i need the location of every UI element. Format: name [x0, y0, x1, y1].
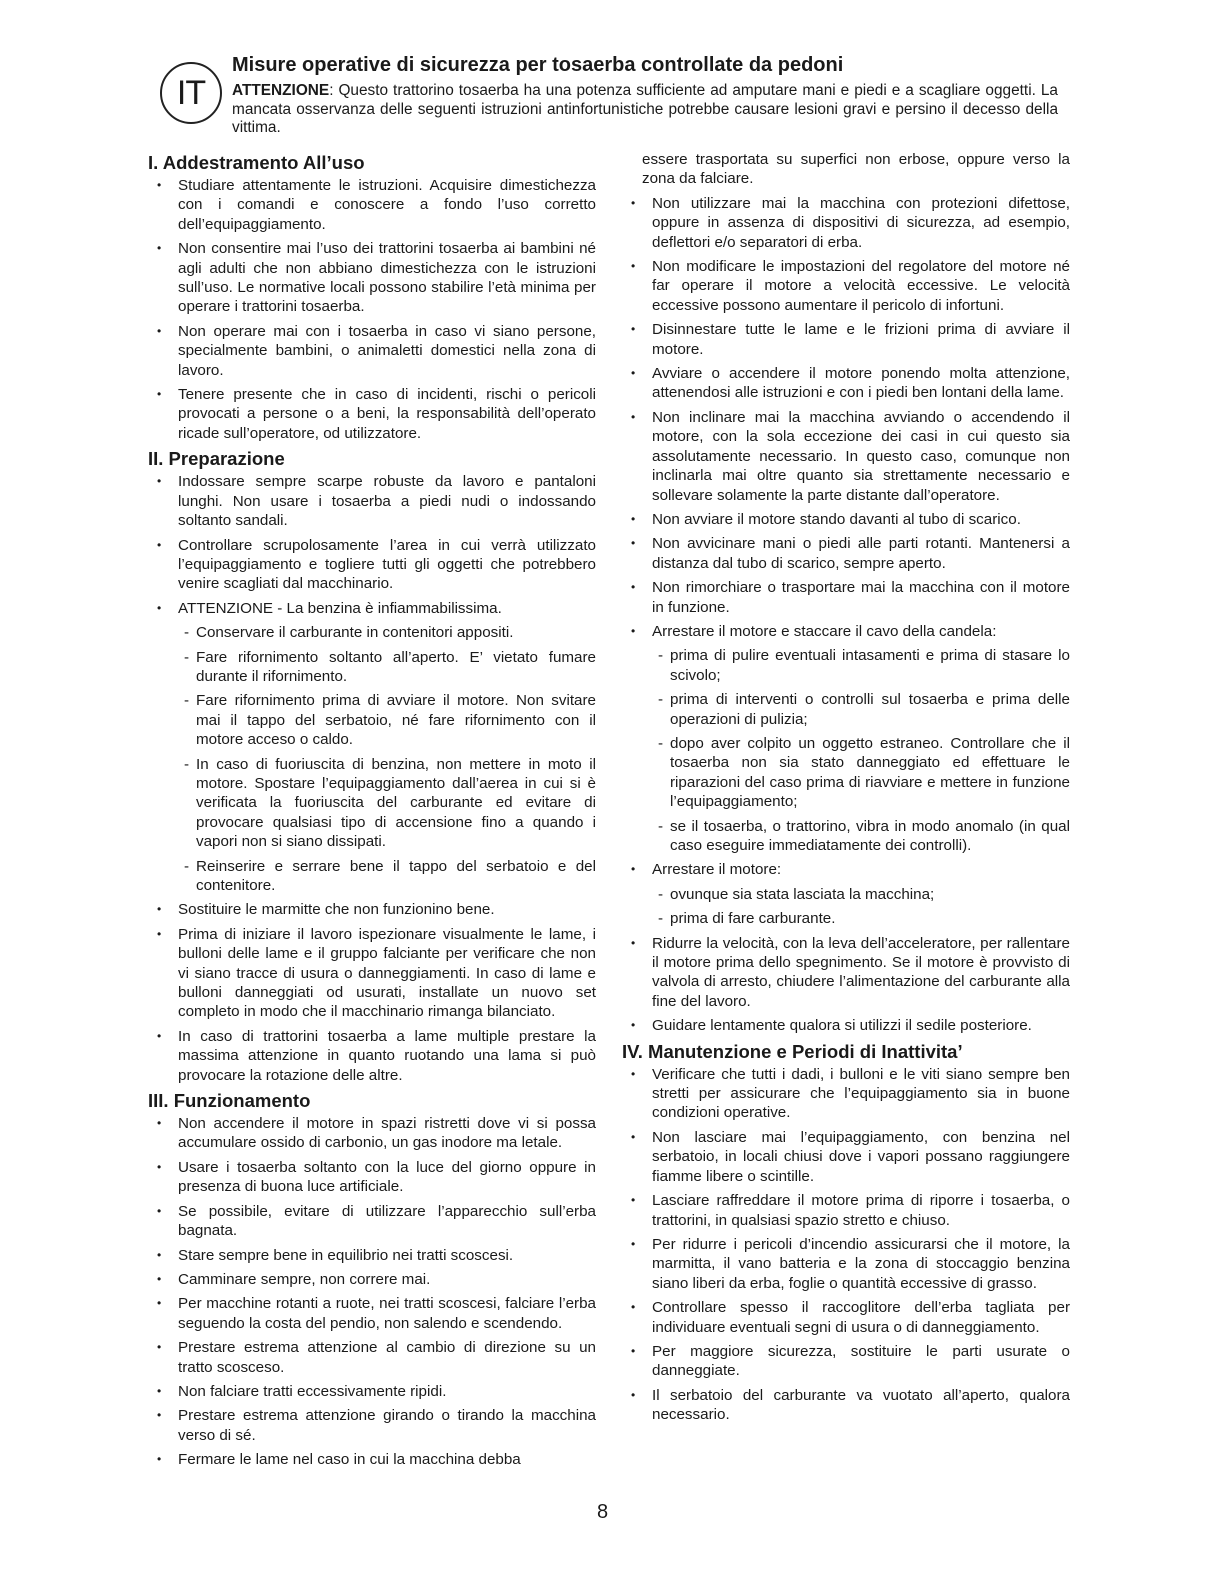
section-heading-maintenance: IV. Manutenzione e Periodi di Inattivita’: [622, 1040, 963, 1062]
list-item: • Controllare scrupolosamente l’area in cui verrà utilizzato l’equipaggiamento e togliere tutti gli oggetti che potrebbero venire scagliati dal macchinario.: [148, 536, 596, 594]
section-heading-training: I. Addestramento All’uso: [148, 152, 365, 173]
list-item: • Non lasciare mai l’equipaggiamento, con benzina nel serbatoio, in locali chiusi dove i vapori possano raggiungere fiamme libere o scintille.: [622, 1128, 1070, 1186]
list-item: • Non avvicinare mani o piedi alle parti rotanti. Mantenersi a distanza dal tubo di scarico, sempre aperto.: [622, 534, 1070, 573]
right-column: [622, 150, 1070, 1430]
sub-list-item: - se il tosaerba, o trattorino, vibra in modo anomalo (in qual caso eseguire immediatamente dei controlli).: [622, 817, 1070, 856]
sub-list-item: - Fare rifornimento prima di avviare il motore. Non svitare mai il tappo del serbatoio, né fare rifornimento con il motore acceso o caldo.: [148, 691, 596, 749]
list-item: • Lasciare raffreddare il motore prima di riporre i tosaerba, o trattorini, in qualsiasi spazio stretto e chiuso.: [622, 1191, 1070, 1230]
list-item: • Non accendere il motore in spazi ristretti dove vi si possa accumulare ossido di carbonio, un gas inodore ma letale.: [148, 1114, 596, 1153]
list-item: • Studiare attentamente le istruzioni. Acquisire dimestichezza con i comandi e conoscere a fondo l’uso corretto dell’equipaggiamento.: [148, 176, 596, 234]
list-item: • Indossare sempre scarpe robuste da lavoro e pantaloni lunghi. Non usare i tosaerba a piedi nudi o indossando soltanto sandali.: [148, 472, 596, 530]
left-column: [148, 150, 596, 1475]
list-item: • Ridurre la velocità, con la leva dell’acceleratore, per rallentare il motore prima dello spegnimento. Se il motore è provvisto di valvola di arresto, chiudere l’alimentazione del carburante alla fine del lavoro.: [622, 934, 1070, 1012]
sub-list-item: - Conservare il carburante in contenitori appositi.: [148, 623, 596, 642]
list-item: • Non modificare le impostazioni del regolatore del motore né far operare il motore a velocità eccessive. Le velocità eccessive possono aumentare il pericolo di infortuni.: [622, 257, 1070, 315]
warning-label: ATTENZIONE: [232, 82, 330, 99]
list-item: • Per macchine rotanti a ruote, nei tratti scoscesi, falciare l’erba seguendo la costa del pendio, non salendo e scendendo.: [148, 1294, 596, 1333]
section-heading-preparation: II. Preparazione: [148, 448, 285, 470]
list-item: • Non falciare tratti eccessivamente ripidi.: [148, 1382, 596, 1401]
preparation-list: [148, 472, 596, 1085]
sub-list-item: - ovunque sia stata lasciata la macchina;: [622, 885, 1070, 904]
maintenance-list: [622, 1065, 1070, 1425]
list-item: • Non consentire mai l’uso dei trattorini tosaerba ai bambini né agli adulti che non abbiano dimestichezza con le istruzioni sull’uso. Le normative locali possono stabilire l’età minima per operare i trattorini tosaerba.: [148, 239, 596, 317]
list-item: • Il serbatoio del carburante va vuotato all’aperto, qualora necessario.: [622, 1386, 1070, 1425]
list-item: • Non utilizzare mai la macchina con protezioni difettose, oppure in assenza di dispositivi di sicurezza, ad esempio, deflettori e/o separatori di erba.: [622, 194, 1070, 252]
list-item: • In caso di trattorini tosaerba a lame multiple prestare la massima attenzione in quanto ruotando una lama si può provocare la rotazione delle altre.: [148, 1027, 596, 1085]
list-item: • Camminare sempre, non correre mai.: [148, 1270, 596, 1289]
warning-text: : Questo trattorino tosaerba ha una potenza sufficiente ad amputare mani e piedi e a scagliare oggetti. La mancata osservanza delle seguenti istruzioni antinfortunistiche potrebbe causare lesioni gravi e persino il decesso della vittima.: [232, 82, 1058, 136]
list-item: • Non rimorchiare o trasportare mai la macchina con il motore in funzione.: [622, 578, 1070, 617]
list-item: • Verificare che tutti i dadi, i bulloni e le viti siano sempre ben stretti per assicurare che l’equipaggiamento sia in buone condizioni operative.: [622, 1065, 1070, 1123]
list-item: • Non avviare il motore stando davanti al tubo di scarico.: [622, 510, 1070, 529]
list-item: • ATTENZIONE - La benzina è infiammabilissima.: [148, 599, 596, 618]
warning-paragraph: [232, 82, 1058, 138]
sub-list-item: - prima di interventi o controlli sul tosaerba e prima delle operazioni di pulizia;: [622, 690, 1070, 729]
list-item: • Non operare mai con i tosaerba in caso vi siano persone, specialmente bambini, o animaletti domestici nella zona di lavoro.: [148, 322, 596, 380]
list-item-continuation: essere trasportata su superfici non erbose, oppure verso la zona da falciare.: [642, 151, 1070, 188]
list-item: • Disinnestare tutte le lame e le frizioni prima di avviare il motore.: [622, 320, 1070, 359]
operation-list: [148, 1114, 596, 1470]
list-item: • Avviare o accendere il motore ponendo molta attenzione, attenendosi alle istruzioni e con i piedi ben lontani della lame.: [622, 364, 1070, 403]
sub-list-item: - dopo aver colpito un oggetto estraneo. Controllare che il tosaerba non sia stato danneggiato ed effettuare le riparazioni del caso prima di riavviare e mettere in funzione l’equipaggiamento;: [622, 734, 1070, 812]
list-item: • Arrestare il motore e staccare il cavo della candela:: [622, 622, 1070, 641]
sub-list-item: - Fare rifornimento soltanto all’aperto. E’ vietato fumare durante il rifornimento.: [148, 648, 596, 687]
section-heading-operation: III. Funzionamento: [148, 1090, 311, 1112]
list-item: • Tenere presente che in caso di incidenti, rischi o pericoli provocati a persone o a beni, la responsabilità dell’operato ricade sull’operatore, od utilizzatore.: [148, 385, 596, 443]
page-title: Misure operative di sicurezza per tosaerba controllate da pedoni: [232, 54, 844, 76]
sub-list-item: - prima di pulire eventuali intasamenti e prima di stasare lo scivolo;: [622, 646, 1070, 685]
list-item: • Arrestare il motore:: [622, 860, 1070, 879]
list-item: • Per ridurre i pericoli d’incendio assicurarsi che il motore, la marmitta, il vano batteria e la zona di stoccaggio benzina siano liberi da erba, foglie o quantità eccessive di grasso.: [622, 1235, 1070, 1293]
list-item: • Non inclinare mai la macchina avviando o accendendo il motore, con la sola eccezione dei casi in cui questo sia assolutamente necessario. In questo caso, comunque non inclinarla mai oltre quanto sia strettamente necessario e sollevare solamente la parte distante dall’operatore.: [622, 408, 1070, 505]
sub-list-item: - Reinserire e serrare bene il tappo del serbatoio e del contenitore.: [148, 857, 596, 896]
list-item: • Fermare le lame nel caso in cui la macchina debba: [148, 1450, 596, 1469]
list-item: • Prestare estrema attenzione girando o tirando la macchina verso di sé.: [148, 1406, 596, 1445]
sub-list-item: - In caso di fuoriuscita di benzina, non mettere in moto il motore. Spostare l’equipaggiamento dall’aerea in cui si è verificata la fuoriuscita del carburante ed evitare di provocare qualsiasi tipo di accensione fino a quando i vapori non si siano dissipati.: [148, 755, 596, 852]
list-item: • Per maggiore sicurezza, sostituire le parti usurate o danneggiate.: [622, 1342, 1070, 1381]
list-item: • Prestare estrema attenzione al cambio di direzione su un tratto scosceso.: [148, 1338, 596, 1377]
list-item: • Guidare lentamente qualora si utilizzi il sedile posteriore.: [622, 1016, 1070, 1035]
list-item: • Sostituire le marmitte che non funzionino bene.: [148, 900, 596, 919]
list-item: • Se possibile, evitare di utilizzare l’apparecchio sull’erba bagnata.: [148, 1202, 596, 1241]
list-item: • Controllare spesso il raccoglitore dell’erba tagliata per individuare eventuali segni di usura o di danneggiamento.: [622, 1298, 1070, 1337]
training-list: [148, 176, 596, 443]
list-item: • Stare sempre bene in equilibrio nei tratti scoscesi.: [148, 1246, 596, 1265]
operation-list-continued: [622, 150, 1070, 1036]
list-item: • Usare i tosaerba soltanto con la luce del giorno oppure in presenza di buona luce artificiale.: [148, 1158, 596, 1197]
sub-list-item: - prima di fare carburante.: [622, 909, 1070, 928]
language-badge: IT: [160, 62, 222, 124]
page-number: 8: [597, 1501, 609, 1523]
list-item: • Prima di iniziare il lavoro ispezionare visualmente le lame, i bulloni delle lame e il gruppo falciante per verificare che non vi siano tracce di usura o danneggiamenti. In caso di lame e bulloni danneggiati od usurati, installate un nuovo set completo in modo che il macchinario rimanga bilanciato.: [148, 925, 596, 1022]
